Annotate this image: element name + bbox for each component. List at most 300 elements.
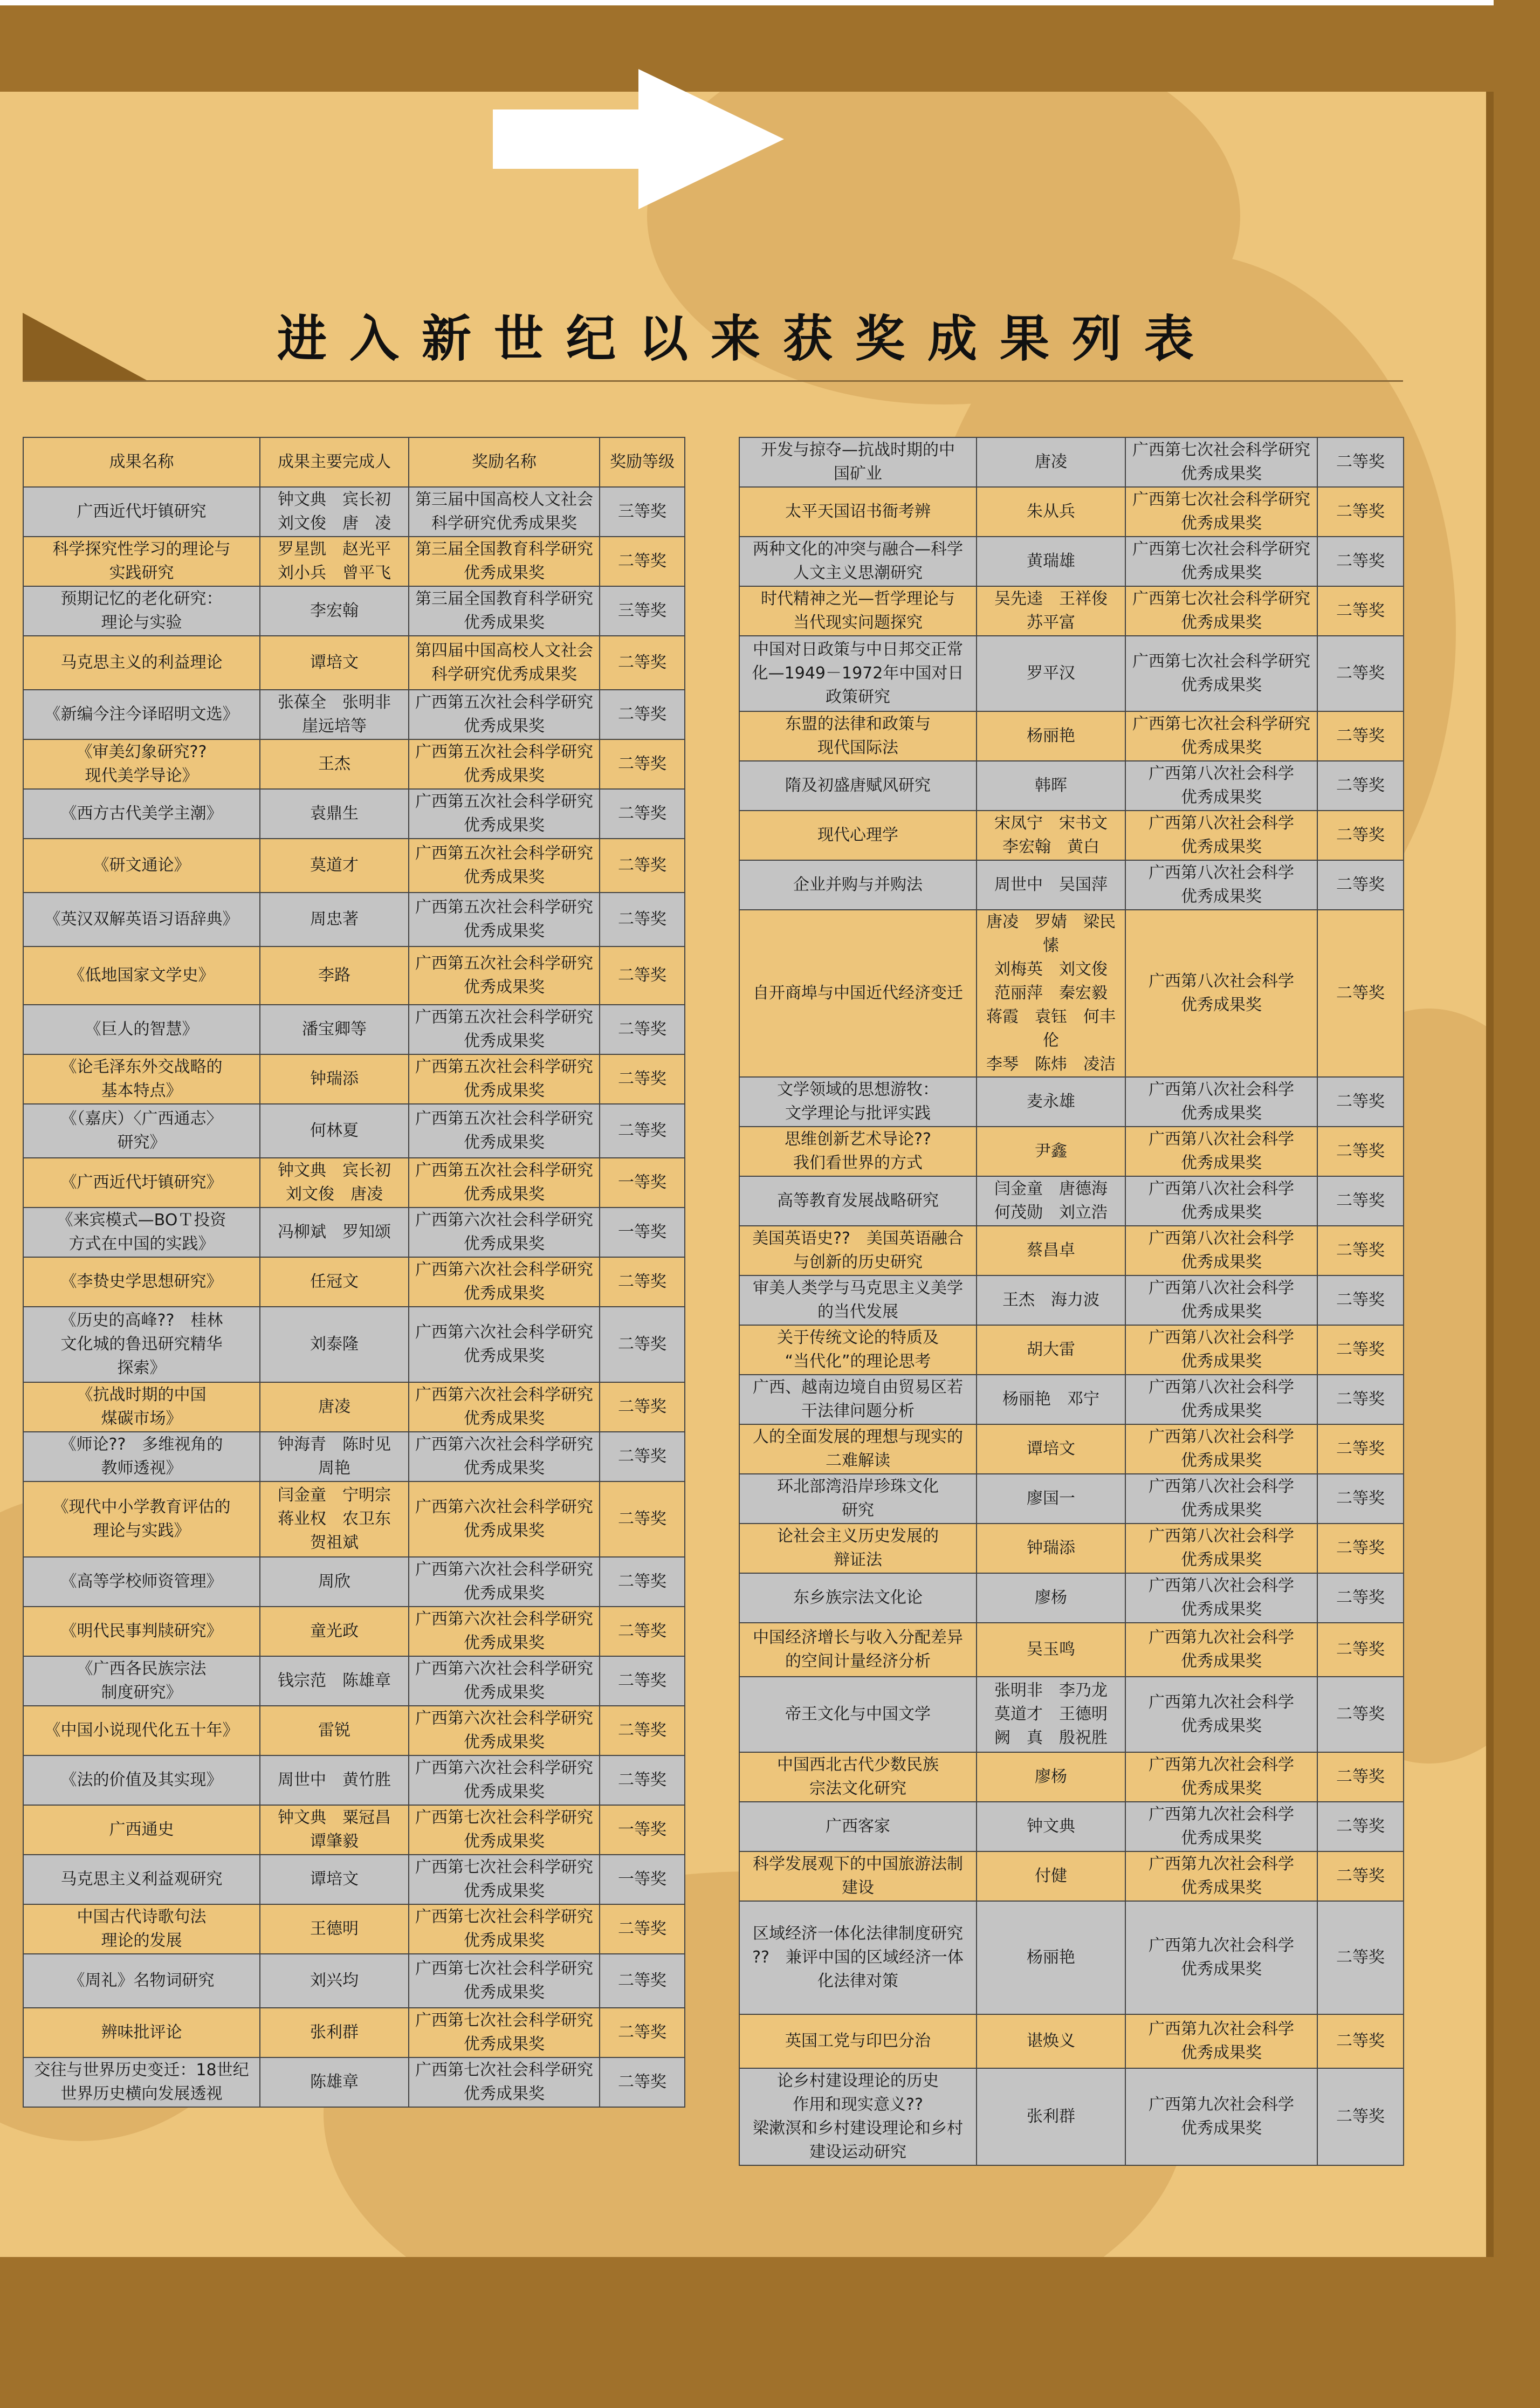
award-level-cell: 二等奖	[1317, 910, 1404, 1077]
table-row	[739, 1623, 1404, 1677]
completers-cell: 唐凌 罗婧 梁民愫 刘梅英 刘文俊 范丽萍 秦宏毅 蒋霞 袁钰 何丰伦 李琴 陈炜 凌洁	[977, 910, 1125, 1077]
completers-cell: 钟文典	[977, 1802, 1125, 1851]
achievement-name-cell: 文学领域的思想游牧： 文学理论与批评实践	[739, 1077, 977, 1127]
award-level-cell: 二等奖	[600, 1755, 685, 1805]
table-row	[739, 1325, 1404, 1375]
achievement-name-cell: 广西通史	[23, 1805, 260, 1855]
achievement-name-cell: 关于传统文论的特质及 “当代化”的理论思考	[739, 1325, 977, 1375]
award-name-cell: 广西第七次社会科学研究 优秀成果奖	[1125, 711, 1317, 761]
award-name-cell: 广西第五次社会科学研究 优秀成果奖	[409, 1005, 600, 1054]
table-row	[739, 487, 1404, 537]
award-level-cell: 二等奖	[600, 1054, 685, 1104]
award-name-cell: 广西第八次社会科学 优秀成果奖	[1125, 1325, 1317, 1375]
table-row	[739, 860, 1404, 910]
award-level-cell: 二等奖	[1317, 1077, 1404, 1127]
award-name-cell: 广西第六次社会科学研究 优秀成果奖	[409, 1307, 600, 1382]
achievement-name-cell: 《周礼》名物词研究	[23, 1954, 260, 2008]
award-name-cell: 广西第六次社会科学研究 优秀成果奖	[409, 1481, 600, 1557]
award-name-cell: 广西第六次社会科学研究 优秀成果奖	[409, 1656, 600, 1706]
table-row	[739, 1176, 1404, 1226]
completers-cell: 冯柳斌 罗知颂	[260, 1208, 409, 1257]
achievement-name-cell: 《广西各民族宗法 制度研究》	[23, 1656, 260, 1706]
table-row	[23, 1954, 685, 2008]
table-row	[23, 839, 685, 893]
achievement-name-cell: 东乡族宗法文化论	[739, 1573, 977, 1623]
completers-cell: 杨丽艳	[977, 1901, 1125, 2014]
right-frame-edge	[1486, 92, 1494, 2257]
achievement-name-cell: 时代精神之光—哲学理论与 当代现实问题探究	[739, 586, 977, 636]
completers-cell: 张利群	[260, 2008, 409, 2057]
achievement-name-cell: 美国英语史?? 美国英语融合 与创新的历史研究	[739, 1226, 977, 1275]
awards-table-left-body	[23, 487, 685, 2107]
award-name-cell: 第三届中国高校人文社会 科学研究优秀成果奖	[409, 487, 600, 537]
completers-cell: 刘泰隆	[260, 1307, 409, 1382]
achievement-name-cell: 《历史的高峰?? 桂林 文化城的鲁迅研究精华 探索》	[23, 1307, 260, 1382]
award-level-cell: 二等奖	[1317, 860, 1404, 910]
arrow-right-icon	[493, 69, 784, 209]
achievement-name-cell: 广西近代圩镇研究	[23, 487, 260, 537]
completers-cell: 麦永雄	[977, 1077, 1125, 1127]
award-name-cell: 广西第八次社会科学 优秀成果奖	[1125, 1573, 1317, 1623]
completers-cell: 黄瑞雄	[977, 537, 1125, 586]
table-row	[23, 893, 685, 946]
table-row	[23, 1158, 685, 1208]
achievement-name-cell: 论乡村建设理论的历史 作用和现实意义?? 梁漱溟和乡村建设理论和乡村 建设运动研究	[739, 2068, 977, 2165]
completers-cell: 宋凤宁 宋书文 李宏翰 黄白	[977, 811, 1125, 860]
table-row	[739, 1375, 1404, 1424]
table-row	[739, 811, 1404, 860]
award-level-cell: 一等奖	[600, 1805, 685, 1855]
award-name-cell: 广西第八次社会科学 优秀成果奖	[1125, 1127, 1317, 1176]
achievement-name-cell: 《抗战时期的中国 煤碳市场》	[23, 1382, 260, 1432]
award-level-cell: 二等奖	[1317, 1901, 1404, 2014]
award-name-cell: 广西第八次社会科学 优秀成果奖	[1125, 1226, 1317, 1275]
title-divider	[23, 380, 1403, 382]
award-level-cell: 一等奖	[600, 1855, 685, 1904]
award-level-cell: 二等奖	[1317, 2068, 1404, 2165]
table-row	[23, 1904, 685, 1954]
table-row	[23, 1481, 685, 1557]
table-row	[739, 1077, 1404, 1127]
award-name-cell: 广西第五次社会科学研究 优秀成果奖	[409, 739, 600, 789]
award-level-cell: 二等奖	[1317, 1802, 1404, 1851]
completers-cell: 廖杨	[977, 1573, 1125, 1623]
achievement-name-cell: 交往与世界历史变迁：18世纪 世界历史横向发展透视	[23, 2057, 260, 2107]
completers-cell: 任冠文	[260, 1257, 409, 1307]
table-row	[739, 1127, 1404, 1176]
award-name-cell: 第三届全国教育科学研究 优秀成果奖	[409, 586, 600, 636]
achievement-name-cell: 《法的价值及其实现》	[23, 1755, 260, 1805]
table-row	[739, 1474, 1404, 1524]
table-row	[23, 1208, 685, 1257]
achievement-name-cell: 区域经济一体化法律制度研究 ?? 兼评中国的区域经济一体 化法律对策	[739, 1901, 977, 2014]
award-name-cell: 广西第六次社会科学研究 优秀成果奖	[409, 1208, 600, 1257]
award-name-cell: 第四届中国高校人文社会 科学研究优秀成果奖	[409, 636, 600, 690]
award-level-cell: 二等奖	[600, 1307, 685, 1382]
table-row	[739, 1802, 1404, 1851]
completers-cell: 杨丽艳	[977, 711, 1125, 761]
award-level-cell: 二等奖	[600, 1257, 685, 1307]
achievement-name-cell: 《新编今注今译昭明文选》	[23, 690, 260, 739]
award-name-cell: 广西第五次社会科学研究 优秀成果奖	[409, 1158, 600, 1208]
achievement-name-cell: 科学探究性学习的理论与 实践研究	[23, 537, 260, 586]
page-title: 进入新世纪以来获奖成果列表	[277, 310, 1216, 368]
table-row	[23, 1855, 685, 1904]
award-level-cell: 二等奖	[1317, 1226, 1404, 1275]
achievement-name-cell: 《低地国家文学史》	[23, 946, 260, 1005]
completers-cell: 谌焕义	[977, 2014, 1125, 2068]
achievement-name-cell: 《广西近代圩镇研究》	[23, 1158, 260, 1208]
completers-cell: 胡大雷	[977, 1325, 1125, 1375]
award-name-cell: 广西第九次社会科学 优秀成果奖	[1125, 1851, 1317, 1901]
table-row	[739, 636, 1404, 711]
achievement-name-cell: 《研文通论》	[23, 839, 260, 893]
award-name-cell: 广西第五次社会科学研究 优秀成果奖	[409, 1104, 600, 1158]
completers-cell: 李路	[260, 946, 409, 1005]
completers-cell: 闫金童 唐德海 何茂勋 刘立浩	[977, 1176, 1125, 1226]
award-name-cell: 广西第七次社会科学研究 优秀成果奖	[409, 2057, 600, 2107]
award-name-cell: 广西第七次社会科学研究 优秀成果奖	[409, 2008, 600, 2057]
award-level-cell: 二等奖	[600, 1954, 685, 2008]
table-row	[739, 2068, 1404, 2165]
award-level-cell: 二等奖	[600, 1706, 685, 1755]
award-level-cell: 二等奖	[1317, 537, 1404, 586]
award-name-cell: 广西第六次社会科学研究 优秀成果奖	[409, 1382, 600, 1432]
award-name-cell: 广西第七次社会科学研究 优秀成果奖	[409, 1805, 600, 1855]
award-name-cell: 广西第五次社会科学研究 优秀成果奖	[409, 690, 600, 739]
completers-cell: 王杰	[260, 739, 409, 789]
achievement-name-cell: 《师论?? 多维视角的 教师透视》	[23, 1432, 260, 1481]
award-name-cell: 广西第七次社会科学研究 优秀成果奖	[1125, 636, 1317, 711]
award-name-cell: 广西第九次社会科学 优秀成果奖	[1125, 2068, 1317, 2165]
award-level-cell: 二等奖	[1317, 1474, 1404, 1524]
table-row	[23, 1706, 685, 1755]
completers-cell: 罗星凯 赵光平 刘小兵 曾平飞	[260, 537, 409, 586]
award-level-cell: 二等奖	[600, 1382, 685, 1432]
completers-cell: 王杰 海力波	[977, 1275, 1125, 1325]
award-name-cell: 广西第六次社会科学研究 优秀成果奖	[409, 1755, 600, 1805]
table-row	[739, 1752, 1404, 1802]
table-row	[23, 1755, 685, 1805]
achievement-name-cell: 两种文化的冲突与融合—科学 人文主义思潮研究	[739, 537, 977, 586]
award-name-cell: 广西第六次社会科学研究 优秀成果奖	[409, 1257, 600, 1307]
achievement-name-cell: 中国古代诗歌句法 理论的发展	[23, 1904, 260, 1954]
award-level-cell: 三等奖	[600, 487, 685, 537]
award-name-cell: 广西第五次社会科学研究 优秀成果奖	[409, 1054, 600, 1104]
achievement-name-cell: 《高等学校师资管理》	[23, 1557, 260, 1607]
table-row	[739, 1851, 1404, 1901]
award-level-cell: 二等奖	[1317, 487, 1404, 537]
award-level-cell: 二等奖	[1317, 711, 1404, 761]
award-name-cell: 广西第八次社会科学 优秀成果奖	[1125, 1424, 1317, 1474]
completers-cell: 廖杨	[977, 1752, 1125, 1802]
award-name-cell: 广西第五次社会科学研究 优秀成果奖	[409, 789, 600, 839]
achievement-name-cell: 《巨人的智慧》	[23, 1005, 260, 1054]
completers-cell: 唐凌	[260, 1382, 409, 1432]
completers-cell: 刘兴均	[260, 1954, 409, 2008]
award-level-cell: 二等奖	[1317, 1524, 1404, 1573]
completers-cell: 闫金童 宁明宗 蒋业权 农卫东 贺祖斌	[260, 1481, 409, 1557]
award-name-cell: 广西第九次社会科学 优秀成果奖	[1125, 1623, 1317, 1677]
column-header-award: 奖励名称	[409, 437, 600, 487]
table-row	[23, 739, 685, 789]
table-row	[23, 1054, 685, 1104]
award-level-cell: 二等奖	[1317, 586, 1404, 636]
completers-cell: 张葆全 张明非 崖远培等	[260, 690, 409, 739]
award-name-cell: 广西第五次社会科学研究 优秀成果奖	[409, 946, 600, 1005]
award-level-cell: 二等奖	[1317, 1325, 1404, 1375]
achievement-name-cell: 英国工党与印巴分治	[739, 2014, 977, 2068]
achievement-name-cell: 《明代民事判牍研究》	[23, 1607, 260, 1656]
award-level-cell: 二等奖	[1317, 1851, 1404, 1901]
award-level-cell: 二等奖	[1317, 761, 1404, 811]
table-row	[23, 487, 685, 537]
award-name-cell: 广西第八次社会科学 优秀成果奖	[1125, 1524, 1317, 1573]
award-level-cell: 二等奖	[1317, 1424, 1404, 1474]
achievement-name-cell: 论社会主义历史发展的 辩证法	[739, 1524, 977, 1573]
award-level-cell: 二等奖	[600, 537, 685, 586]
achievement-name-cell: 帝王文化与中国文学	[739, 1677, 977, 1752]
completers-cell: 吴先逵 王祥俊 苏平富	[977, 586, 1125, 636]
award-name-cell: 广西第九次社会科学 优秀成果奖	[1125, 1901, 1317, 2014]
table-row	[739, 1424, 1404, 1474]
completers-cell: 周世中 黄竹胜	[260, 1755, 409, 1805]
achievement-name-cell: 《李贽史学思想研究》	[23, 1257, 260, 1307]
awards-table-right-body	[739, 437, 1404, 2165]
award-name-cell: 广西第八次社会科学 优秀成果奖	[1125, 910, 1317, 1077]
award-level-cell: 二等奖	[600, 1481, 685, 1557]
award-level-cell: 三等奖	[600, 586, 685, 636]
table-row	[23, 690, 685, 739]
award-name-cell: 广西第六次社会科学研究 优秀成果奖	[409, 1706, 600, 1755]
achievement-name-cell: 中国对日政策与中日邦交正常 化—1949－1972年中国对日 政策研究	[739, 636, 977, 711]
award-name-cell: 广西第七次社会科学研究 优秀成果奖	[409, 1855, 600, 1904]
completers-cell: 钟文典 宾长初 刘文俊 唐凌	[260, 1158, 409, 1208]
table-row	[739, 437, 1404, 487]
completers-cell: 付健	[977, 1851, 1125, 1901]
column-header-people: 成果主要完成人	[260, 437, 409, 487]
award-level-cell: 二等奖	[600, 789, 685, 839]
award-name-cell: 广西第九次社会科学 优秀成果奖	[1125, 1677, 1317, 1752]
achievement-name-cell: 辨味批评论	[23, 2008, 260, 2057]
award-name-cell: 广西第五次社会科学研究 优秀成果奖	[409, 893, 600, 946]
top-white-strip	[0, 0, 1494, 5]
completers-cell: 陈雄章	[260, 2057, 409, 2107]
table-row	[23, 586, 685, 636]
award-level-cell: 二等奖	[600, 1557, 685, 1607]
award-name-cell: 广西第八次社会科学 优秀成果奖	[1125, 860, 1317, 910]
award-level-cell: 二等奖	[600, 1104, 685, 1158]
award-name-cell: 广西第七次社会科学研究 优秀成果奖	[1125, 537, 1317, 586]
award-name-cell: 广西第七次社会科学研究 优秀成果奖	[1125, 437, 1317, 487]
achievement-name-cell: 《现代中小学教育评估的 理论与实践》	[23, 1481, 260, 1557]
table-row	[739, 537, 1404, 586]
award-name-cell: 广西第九次社会科学 优秀成果奖	[1125, 2014, 1317, 2068]
table-row	[739, 761, 1404, 811]
completers-cell: 谭培文	[977, 1424, 1125, 1474]
achievement-name-cell: 自开商埠与中国近代经济变迁	[739, 910, 977, 1077]
completers-cell: 钟瑞添	[977, 1524, 1125, 1573]
achievement-name-cell: 科学发展观下的中国旅游法制 建设	[739, 1851, 977, 1901]
table-row	[23, 1607, 685, 1656]
table-row	[739, 1524, 1404, 1573]
award-level-cell: 二等奖	[1317, 1677, 1404, 1752]
achievement-name-cell: 东盟的法律和政策与 现代国际法	[739, 711, 977, 761]
award-level-cell: 二等奖	[600, 2008, 685, 2057]
table-row	[23, 537, 685, 586]
achievement-name-cell: 《英汉双解英语习语辞典》	[23, 893, 260, 946]
award-level-cell: 二等奖	[600, 1005, 685, 1054]
award-level-cell: 二等奖	[600, 839, 685, 893]
award-name-cell: 广西第九次社会科学 优秀成果奖	[1125, 1802, 1317, 1851]
award-level-cell: 二等奖	[1317, 437, 1404, 487]
achievement-name-cell: 《来宾模式—BOＴ投资 方式在中国的实践》	[23, 1208, 260, 1257]
achievement-name-cell: 《论毛泽东外交战略的 基本特点》	[23, 1054, 260, 1104]
achievement-name-cell: 预期记忆的老化研究： 理论与实验	[23, 586, 260, 636]
award-level-cell: 二等奖	[600, 636, 685, 690]
award-name-cell: 广西第八次社会科学 优秀成果奖	[1125, 811, 1317, 860]
completers-cell: 张利群	[977, 2068, 1125, 2165]
award-level-cell: 二等奖	[1317, 1375, 1404, 1424]
completers-cell: 周忠著	[260, 893, 409, 946]
table-row	[739, 2014, 1404, 2068]
completers-cell: 周世中 吴国萍	[977, 860, 1125, 910]
completers-cell: 潘宝卿等	[260, 1005, 409, 1054]
completers-cell: 李宏翰	[260, 586, 409, 636]
award-level-cell: 二等奖	[600, 2057, 685, 2107]
completers-cell: 尹鑫	[977, 1127, 1125, 1176]
table-row	[23, 1557, 685, 1607]
award-name-cell: 广西第七次社会科学研究 优秀成果奖	[409, 1904, 600, 1954]
achievement-name-cell: 现代心理学	[739, 811, 977, 860]
award-level-cell: 二等奖	[600, 690, 685, 739]
achievement-name-cell: 思维创新艺术导论?? 我们看世界的方式	[739, 1127, 977, 1176]
achievement-name-cell: 企业并购与并购法	[739, 860, 977, 910]
table-row	[23, 1257, 685, 1307]
completers-cell: 张明非 李乃龙 莫道才 王德明 阙 真 殷祝胜	[977, 1677, 1125, 1752]
table-row	[739, 1677, 1404, 1752]
achievement-name-cell: 马克思主义利益观研究	[23, 1855, 260, 1904]
award-level-cell: 二等奖	[1317, 1752, 1404, 1802]
award-level-cell: 二等奖	[1317, 1573, 1404, 1623]
completers-cell: 钱宗范 陈雄章	[260, 1656, 409, 1706]
award-level-cell: 二等奖	[1317, 1127, 1404, 1176]
bottom-frame	[0, 2257, 1494, 2408]
completers-cell: 何林夏	[260, 1104, 409, 1158]
award-name-cell: 第三届全国教育科学研究 优秀成果奖	[409, 537, 600, 586]
completers-cell: 谭培文	[260, 1855, 409, 1904]
achievement-name-cell: 广西、越南边境自由贸易区若 干法律问题分析	[739, 1375, 977, 1424]
completers-cell: 袁鼎生	[260, 789, 409, 839]
awards-table-right	[739, 437, 1404, 2166]
award-level-cell: 二等奖	[600, 893, 685, 946]
award-name-cell: 广西第八次社会科学 优秀成果奖	[1125, 1375, 1317, 1424]
completers-cell: 莫道才	[260, 839, 409, 893]
award-level-cell: 二等奖	[600, 1607, 685, 1656]
award-name-cell: 广西第九次社会科学 优秀成果奖	[1125, 1752, 1317, 1802]
table-row	[739, 1573, 1404, 1623]
achievement-name-cell: 开发与掠夺—抗战时期的中 国矿业	[739, 437, 977, 487]
award-name-cell: 广西第六次社会科学研究 优秀成果奖	[409, 1432, 600, 1481]
column-header-level: 奖励等级	[600, 437, 685, 487]
table-row	[23, 2008, 685, 2057]
award-name-cell: 广西第八次社会科学 优秀成果奖	[1125, 1077, 1317, 1127]
completers-cell: 钟文典 粟冠昌 谭肇毅	[260, 1805, 409, 1855]
table-row	[739, 1901, 1404, 2014]
completers-cell: 杨丽艳 邓宁	[977, 1375, 1125, 1424]
award-level-cell: 一等奖	[600, 1208, 685, 1257]
completers-cell: 韩晖	[977, 761, 1125, 811]
table-row	[739, 1226, 1404, 1275]
table-row	[23, 1432, 685, 1481]
completers-cell: 钟瑞添	[260, 1054, 409, 1104]
achievement-name-cell: 人的全面发展的理想与现实的 二难解读	[739, 1424, 977, 1474]
table-row	[23, 1382, 685, 1432]
award-name-cell: 广西第五次社会科学研究 优秀成果奖	[409, 839, 600, 893]
completers-cell: 童光政	[260, 1607, 409, 1656]
completers-cell: 朱从兵	[977, 487, 1125, 537]
award-level-cell: 二等奖	[1317, 811, 1404, 860]
table-row	[23, 1005, 685, 1054]
award-name-cell: 广西第六次社会科学研究 优秀成果奖	[409, 1557, 600, 1607]
award-level-cell: 二等奖	[600, 1656, 685, 1706]
award-name-cell: 广西第六次社会科学研究 优秀成果奖	[409, 1607, 600, 1656]
completers-cell: 廖国一	[977, 1474, 1125, 1524]
award-level-cell: 二等奖	[600, 1432, 685, 1481]
table-row	[23, 1104, 685, 1158]
table-row	[23, 1656, 685, 1706]
award-level-cell: 二等奖	[1317, 1275, 1404, 1325]
award-name-cell: 广西第七次社会科学研究 优秀成果奖	[409, 1954, 600, 2008]
table-row	[23, 1307, 685, 1382]
achievement-name-cell: 太平天国诏书衙考辨	[739, 487, 977, 537]
award-name-cell: 广西第八次社会科学 优秀成果奖	[1125, 1176, 1317, 1226]
table-row	[23, 636, 685, 690]
achievement-name-cell: 中国经济增长与收入分配差异 的空间计量经济分析	[739, 1623, 977, 1677]
completers-cell: 周欣	[260, 1557, 409, 1607]
award-level-cell: 一等奖	[600, 1158, 685, 1208]
completers-cell: 雷锐	[260, 1706, 409, 1755]
right-frame	[1494, 0, 1540, 2408]
award-name-cell: 广西第七次社会科学研究 优秀成果奖	[1125, 586, 1317, 636]
completers-cell: 王德明	[260, 1904, 409, 1954]
achievement-name-cell: 审美人类学与马克思主义美学 的当代发展	[739, 1275, 977, 1325]
award-level-cell: 二等奖	[1317, 1176, 1404, 1226]
award-level-cell: 二等奖	[600, 946, 685, 1005]
achievement-name-cell: 隋及初盛唐赋风研究	[739, 761, 977, 811]
awards-table-left	[23, 437, 685, 2108]
table-row	[23, 2057, 685, 2107]
achievement-name-cell: 《审美幻象研究?? 现代美学导论》	[23, 739, 260, 789]
award-level-cell: 二等奖	[600, 1904, 685, 1954]
achievement-name-cell: 广西客家	[739, 1802, 977, 1851]
award-name-cell: 广西第八次社会科学 优秀成果奖	[1125, 1275, 1317, 1325]
achievement-name-cell: 《西方古代美学主潮》	[23, 789, 260, 839]
award-level-cell: 二等奖	[1317, 1623, 1404, 1677]
achievement-name-cell: 高等教育发展战略研究	[739, 1176, 977, 1226]
completers-cell: 钟海青 陈时见 周艳	[260, 1432, 409, 1481]
completers-cell: 蔡昌卓	[977, 1226, 1125, 1275]
award-level-cell: 二等奖	[1317, 2014, 1404, 2068]
completers-cell: 罗平汉	[977, 636, 1125, 711]
table-row	[739, 1275, 1404, 1325]
table-row	[739, 910, 1404, 1077]
achievement-name-cell: 马克思主义的利益理论	[23, 636, 260, 690]
achievement-name-cell: 《中国小说现代化五十年》	[23, 1706, 260, 1755]
achievement-name-cell: 中国西北古代少数民族 宗法文化研究	[739, 1752, 977, 1802]
achievement-name-cell: 《（嘉庆）〈广西通志〉 研究》	[23, 1104, 260, 1158]
award-name-cell: 广西第八次社会科学 优秀成果奖	[1125, 1474, 1317, 1524]
